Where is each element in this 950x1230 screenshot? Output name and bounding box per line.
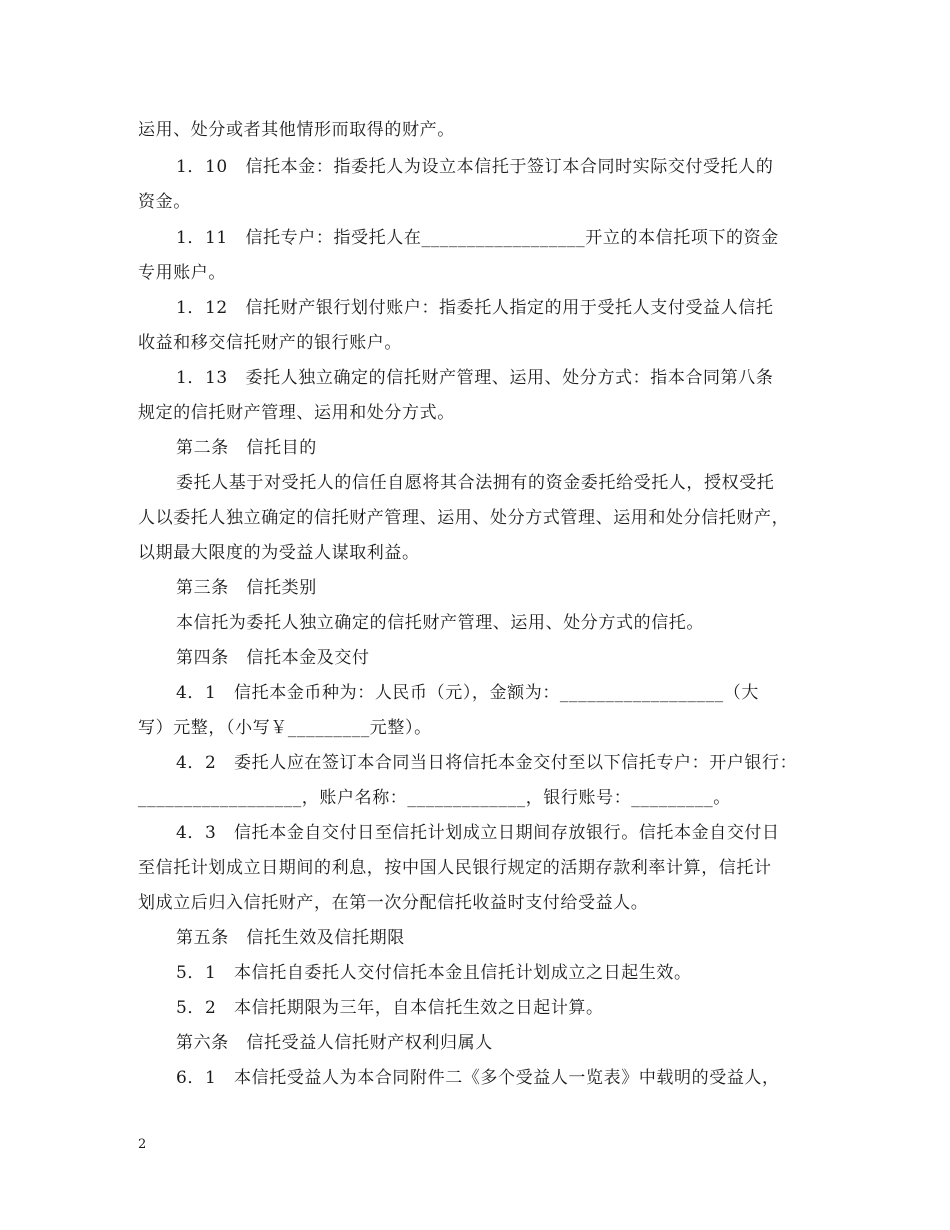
section-heading: 第六条 信托受益人信托财产权利归属人 xyxy=(176,1033,493,1053)
section-heading: 第四条 信托本金及交付 xyxy=(176,648,370,668)
text-line: 写）元整，（小写￥_________元整）。 xyxy=(138,718,432,738)
text-line: 5．2 本信托期限为三年，自本信托生效之日起计算。 xyxy=(176,998,604,1018)
text-line: 1．13 委托人独立确定的信托财产管理、运用、处分方式：指本合同第八条 xyxy=(176,368,774,388)
section-heading: 第五条 信托生效及信托期限 xyxy=(176,928,405,948)
text-line: 人以委托人独立确定的信托财产管理、运用、处分方式管理、运用和处分信托财产， xyxy=(138,508,790,528)
text-line: 收益和移交信托财产的银行账户。 xyxy=(138,333,402,353)
text-line: 5．1 本信托自委托人交付信托本金且信托计划成立之日起生效。 xyxy=(176,963,692,983)
text-line: 4．2 委托人应在签订本合同当日将信托本金交付至以下信托专户：开户银行： xyxy=(176,753,798,773)
text-line: 划成立后归入信托财产，在第一次分配信托收益时支付给受益人。 xyxy=(138,893,649,913)
text-line: __________________，账户名称：_____________，银行账号：_________。 xyxy=(138,788,731,808)
text-line: 资金。 xyxy=(138,192,191,212)
text-line: 6．1 本信托受益人为本合同附件二《多个受益人一览表》中载明的受益人， xyxy=(176,1068,780,1088)
text-line: 至信托计划成立日期间的利息，按中国人民银行规定的活期存款利率计算，信托计 xyxy=(138,858,772,878)
text-line: 本信托为委托人独立确定的信托财产管理、运用、处分方式的信托。 xyxy=(176,613,704,633)
text-line: 4．1 信托本金币种为：人民币（元），金额为：__________________（大 xyxy=(176,683,759,703)
section-heading: 第二条 信托目的 xyxy=(176,438,317,458)
text-line: 1．10 信托本金：指委托人为设立本信托于签订本合同时实际交付受托人的 xyxy=(176,157,774,177)
section-heading: 第三条 信托类别 xyxy=(176,578,317,598)
text-line: 4．3 信托本金自交付日至信托计划成立日期间存放银行。信托本金自交付日 xyxy=(176,823,780,843)
page-number: 2 xyxy=(138,1137,147,1152)
text-line: 以期最大限度的为受益人谋取利益。 xyxy=(138,543,420,563)
text-line: 规定的信托财产管理、运用和处分方式。 xyxy=(138,403,455,423)
text-line: 专用账户。 xyxy=(138,263,226,283)
text-line: 运用、处分或者其他情形而取得的财产。 xyxy=(138,120,455,140)
text-line: 1．12 信托财产银行划付账户：指委托人指定的用于受托人支付受益人信托 xyxy=(176,298,774,318)
text-line: 委托人基于对受托人的信任自愿将其合法拥有的资金委托给受托人，授权受托 xyxy=(176,473,775,493)
text-line: 1．11 信托专户：指受托人在__________________开立的本信托项下的资金 xyxy=(176,228,779,248)
